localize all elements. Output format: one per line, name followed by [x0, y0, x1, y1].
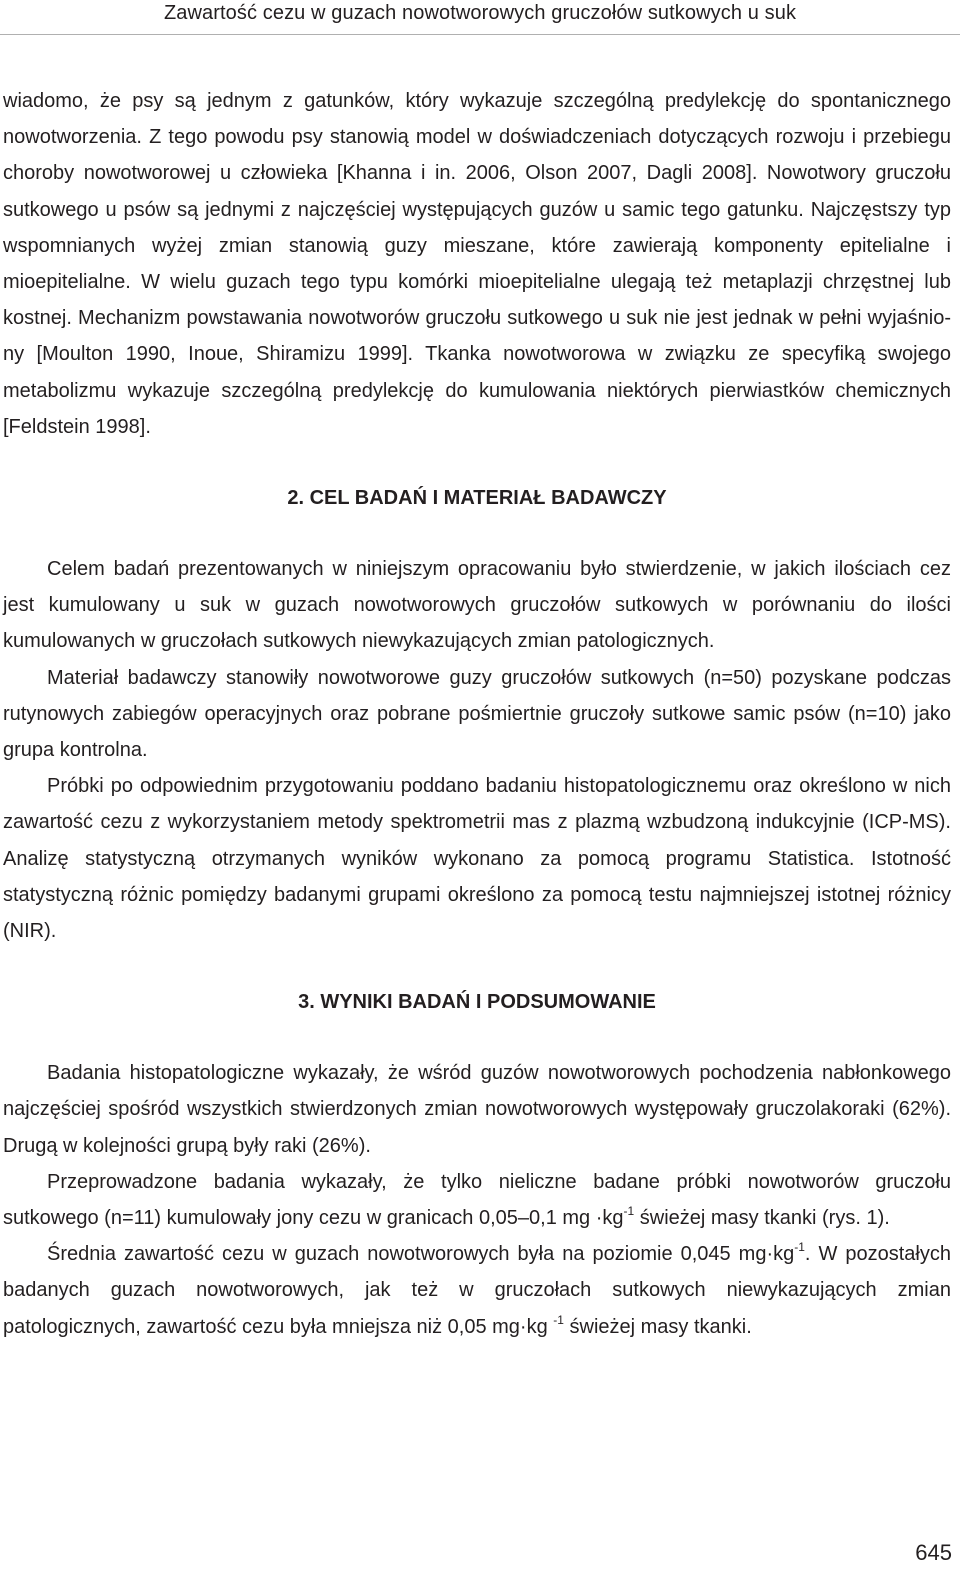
exponent: -1 — [623, 1204, 635, 1219]
page-number: 645 — [915, 1540, 952, 1565]
exponent: -1 — [794, 1240, 805, 1255]
text-run: świeżej masy tkanki. — [563, 1315, 752, 1338]
running-header: Zawartość cezu w guzach nowotworowych gruczołów sutkowych u suk — [163, 2, 797, 24]
section-3-paragraph-mean-content — [3, 1236, 951, 1345]
page-body — [3, 83, 951, 1345]
section-3-heading: 3. WYNIKI BADAŃ I PODSUMOWANIE — [298, 991, 656, 1014]
section-2-paragraph-aim: Celem badań prezentowanych w niniejszym opracowaniu było stwierdzenie, w jakich ilościach cez jest kumulowany u suk w guzach nowotworowych gruczołów sutkowych w porównaniu do ilości kumulowanych w gruczołach sutkowych niewykazujących zmian patologicznych. — [3, 558, 951, 653]
text-run: Średnia zawartość cezu w guzach nowotworowych była na poziomie 0,045 mg·kg — [47, 1243, 795, 1266]
header-divider — [0, 34, 960, 35]
text-run: Przeprowadzone badania wykazały, że tylko nieliczne badane próbki nowotworów gruczołu sutkowego (n=11) kumulowały jony cezu w granicach 0,05–0,1 mg ·kg — [3, 1170, 951, 1230]
text-run: świeżej masy tkanki (rys. 1). — [634, 1207, 890, 1230]
section-3-paragraph-histopathology: Badania histopatologiczne wykazały, że wśród guzów nowotworowych pochodzenia nabłonkowego najczęściej spośród wszystkich stwierdzonych zmian nowotworowych występowały gruczolakoraki (62%). Drugą w kolejności grupą były raki (26%). — [3, 1062, 951, 1157]
section-2-paragraph-methods: Próbki po odpowiednim przygotowaniu poddano badaniu histopatologicznemu oraz określono w nich zawartość cezu z wykorzystaniem metody spektrometrii mas z plazmą wzbudzoną indukcyjnie (ICP-MS). Analizę statystyczną otrzymanych wyników wykonano za pomocą programu Statistica. Istotność statystyczną różnic pomiędzy badanymi grupami określono za pomocą testu najmniejszej istotnej różnicy (NIR). — [3, 775, 951, 943]
exponent: -1 — [553, 1312, 564, 1327]
intro-paragraph: wiadomo, że psy są jednym z gatunków, który wykazuje szczególną predylekcję do spontanicznego nowotworzenia. Z tego powodu psy stanowią model w doświadczeniach dotyczących rozwoju i przebiegu choroby nowotworowej u człowieka [Khanna i in. 2006, Olson 2007, Dagli 2008]. Nowotwory gruczołu sutkowego u psów są jednymi z najczęściej występujących guzów u samic tego gatunku. Najczęstszy typ wspomnianych wyżej zmian stanowią guzy mieszane, które zawierają komponenty epitelialne i mioepitelialne. W wielu guzach tego typu komórki mioepitelialne ulegają też metaplazji chrzęstnej lub kostnej. Mechanizm powstawania nowotworów gruczołu sutkowego u suk nie jest jednak w pełni wyjaśniony [Moulton 1990, Inoue, Shiramizu 1999]. Tkanka nowotworowa w związku ze specyfiką swojego metabolizmu wykazuje szczególną predylekcję do kumulowania niektórych pierwiastków chemicznych [Feldstein 1998]. — [3, 90, 951, 438]
text-run: . W pozostałych badanych guzach nowotworowych, jak też w gruczołach sutkowych niewykazujących zmian patologicznych, zawartość cezu była mniejsza niż 0,05 mg·kg — [3, 1243, 951, 1338]
section-3-paragraph-cesium-range — [3, 1164, 951, 1236]
section-2-paragraph-material: Materiał badawczy stanowiły nowotworowe guzy gruczołów sutkowych (n=50) pozyskane podczas rutynowych zabiegów operacyjnych oraz pobrane pośmiertnie gruczoły sutkowe samic psów (n=10) jako grupa kontrolna. — [3, 666, 951, 762]
section-2-heading: 2. CEL BADAŃ I MATERIAŁ BADAWCZY — [287, 487, 667, 510]
